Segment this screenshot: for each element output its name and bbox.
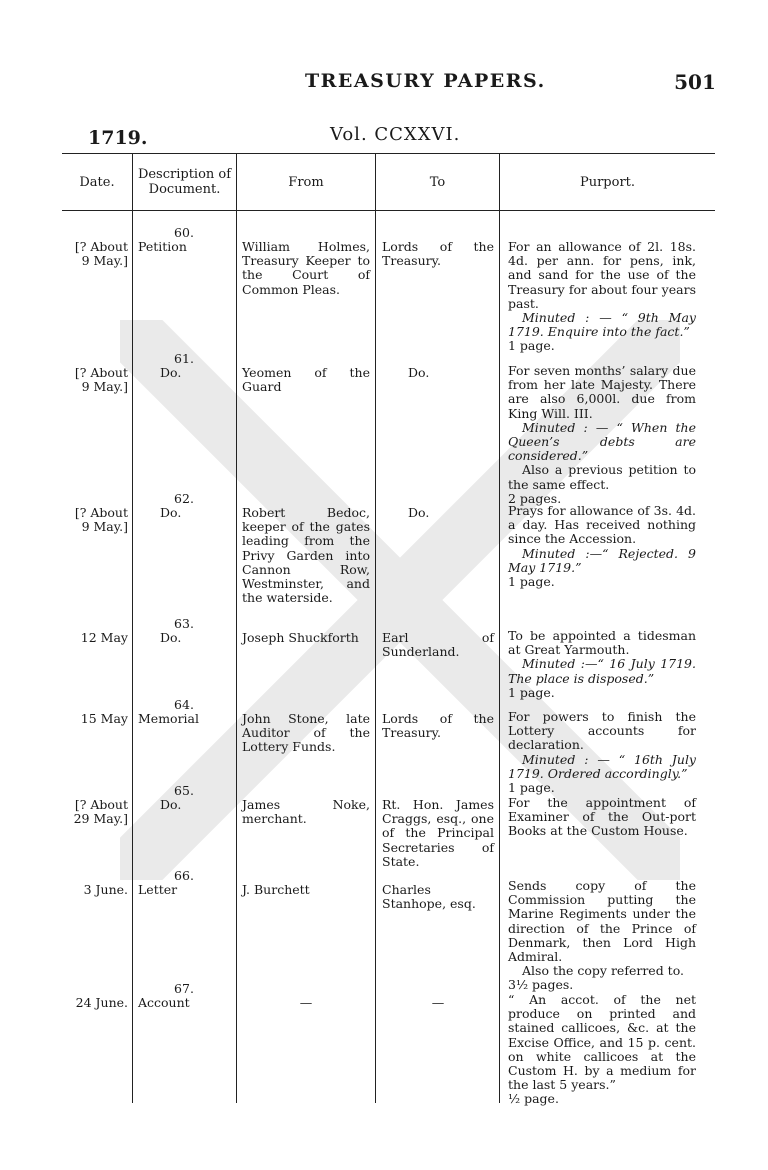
entry-number: 64. [174,697,194,712]
sub-header [0,122,768,150]
page-count: 3½ pages. [508,977,574,993]
purport-text: Sends copy of the Commission putting the Marine Regiments under the direction of the Prince of Denmark, then Lord High Admiral. [508,878,696,965]
minuted-note: Minuted :—“ Rejected. 9 May 1719.” [508,545,696,575]
year-label: 1719. [88,127,148,149]
col-header-from: From [288,174,324,190]
minuted-note: Minuted : — “ 9th May 1719. Enquire into the fact.” [508,310,696,340]
col-header-description: Description of Document. [137,167,232,197]
page-count: 1 page. [508,780,555,796]
page-count: 1 page. [508,338,555,354]
purport-text: To be appointed a tidesman at Great Yarmouth. [508,628,696,658]
purport-text: For the appointment of Examiner of the Out-port Books at the Custom House. [508,795,696,839]
entry-description: Letter [138,882,178,897]
volume-label: Vol. CCXXVI. [330,124,461,145]
purport-text: Prays for allowance of 3s. 4d. a day. Has received nothing since the Accession. [508,503,696,547]
entry-purport [508,240,696,354]
extra-note: Also a previous petition to the same effect. [508,462,696,492]
entry-description: Petition [138,239,187,254]
entry-to: Rt. Hon. James Craggs, esq., one of the Principal Secretaries of State. [382,797,494,869]
purport-text: “ An accot. of the net produce on printed and stained callicoes, &c. at the Excise Office, and 15 p. cent. on white callicoes at the Custom H. by a medium for the last 5 years.” [508,992,696,1093]
page-number: 501 [674,70,716,94]
entry-purport [508,993,696,1107]
extra-note: Also the copy referred to. [522,963,684,979]
entry-number: 65. [174,783,194,798]
page-title: TREASURY PAPERS. [305,70,546,92]
entry-description: Do. [160,630,182,645]
entry-date: 12 May [80,630,128,645]
entry-purport [508,879,696,993]
entry-date: [? About 9 May.] [74,365,128,395]
entry-to: Earl of Sunderland. [382,630,494,660]
entry-purport [508,710,696,795]
running-header [0,66,768,96]
entry-purport [508,504,696,589]
entry-date: 15 May [80,711,128,726]
entry-date: [? About 29 May.] [73,797,128,827]
col-header-to: To [429,174,446,190]
purport-text: For an allowance of 2l. 18s. 4d. per ann. for pens, ink, and sand for the use of the Treasury for about four years past. [508,239,696,311]
entry-purport [508,364,696,506]
page-count: 1 page. [508,574,555,590]
entry-description: Do. [160,797,182,812]
page-count: 2 pages. [508,490,562,506]
entry-from: Yeomen of the Guard [242,365,370,395]
entry-description: Do. [160,505,182,520]
entry-date: [? About 9 May.] [74,239,128,269]
entry-from: Joseph Shuckforth [242,630,359,645]
entry-from: John Stone, late Auditor of the Lottery Funds. [242,711,370,755]
entry-to: Lords of the Treasury. [382,711,494,741]
entry-to: — [431,995,445,1010]
entry-description: Account [138,995,190,1010]
entry-number: 62. [174,491,194,506]
entry-from: — [299,995,313,1010]
purport-text: For seven months’ salary due from her late Majesty. There are also 6,000l. due from King Will. III. [508,363,696,421]
column-divider [375,153,376,1103]
minuted-note: Minuted :—“ 16 July 1719. The place is disposed.” [508,656,696,686]
entry-date: [? About 9 May.] [74,505,128,535]
entry-to: Do. [408,365,430,380]
col-header-purport: Purport. [579,174,636,190]
entry-number: 63. [174,616,194,631]
entry-purport [508,796,696,839]
page-count: ½ page. [508,1091,559,1107]
entry-to: Do. [408,505,430,520]
entry-to: Charles Stanhope, esq. [382,882,476,912]
entry-from: J. Burchett [242,882,310,897]
minuted-note: Minuted : — “ 16th July 1719. Ordered accordingly.” [508,751,696,781]
entry-from: James Noke, merchant. [242,797,370,827]
column-divider [132,153,133,1103]
purport-text: For powers to finish the Lottery accounts for declaration. [508,709,696,753]
entry-date: 24 June. [75,995,128,1010]
entry-number: 66. [174,868,194,883]
col-header-date: Date. [79,174,115,190]
entry-description: Do. [160,365,182,380]
entry-to: Lords of the Treasury. [382,239,494,269]
entry-number: 67. [174,981,194,996]
entry-date: 3 June. [83,882,128,897]
column-divider [499,153,500,1103]
entry-purport [508,629,696,700]
page-count: 1 page. [508,684,555,700]
entry-from: William Holmes, Treasury Keeper to the Court of Common Pleas. [242,239,370,297]
entry-number: 61. [174,351,194,366]
entry-from: Robert Bedoc, keeper of the gates leading from the Privy Garden into Cannon Row, Westminster, and the waterside. [242,505,370,606]
minuted-note: Minuted : — “ When the Queen’s debts are considered.” [508,419,696,464]
entry-description: Memorial [138,711,199,726]
column-divider [236,153,237,1103]
entry-number: 60. [174,225,194,240]
